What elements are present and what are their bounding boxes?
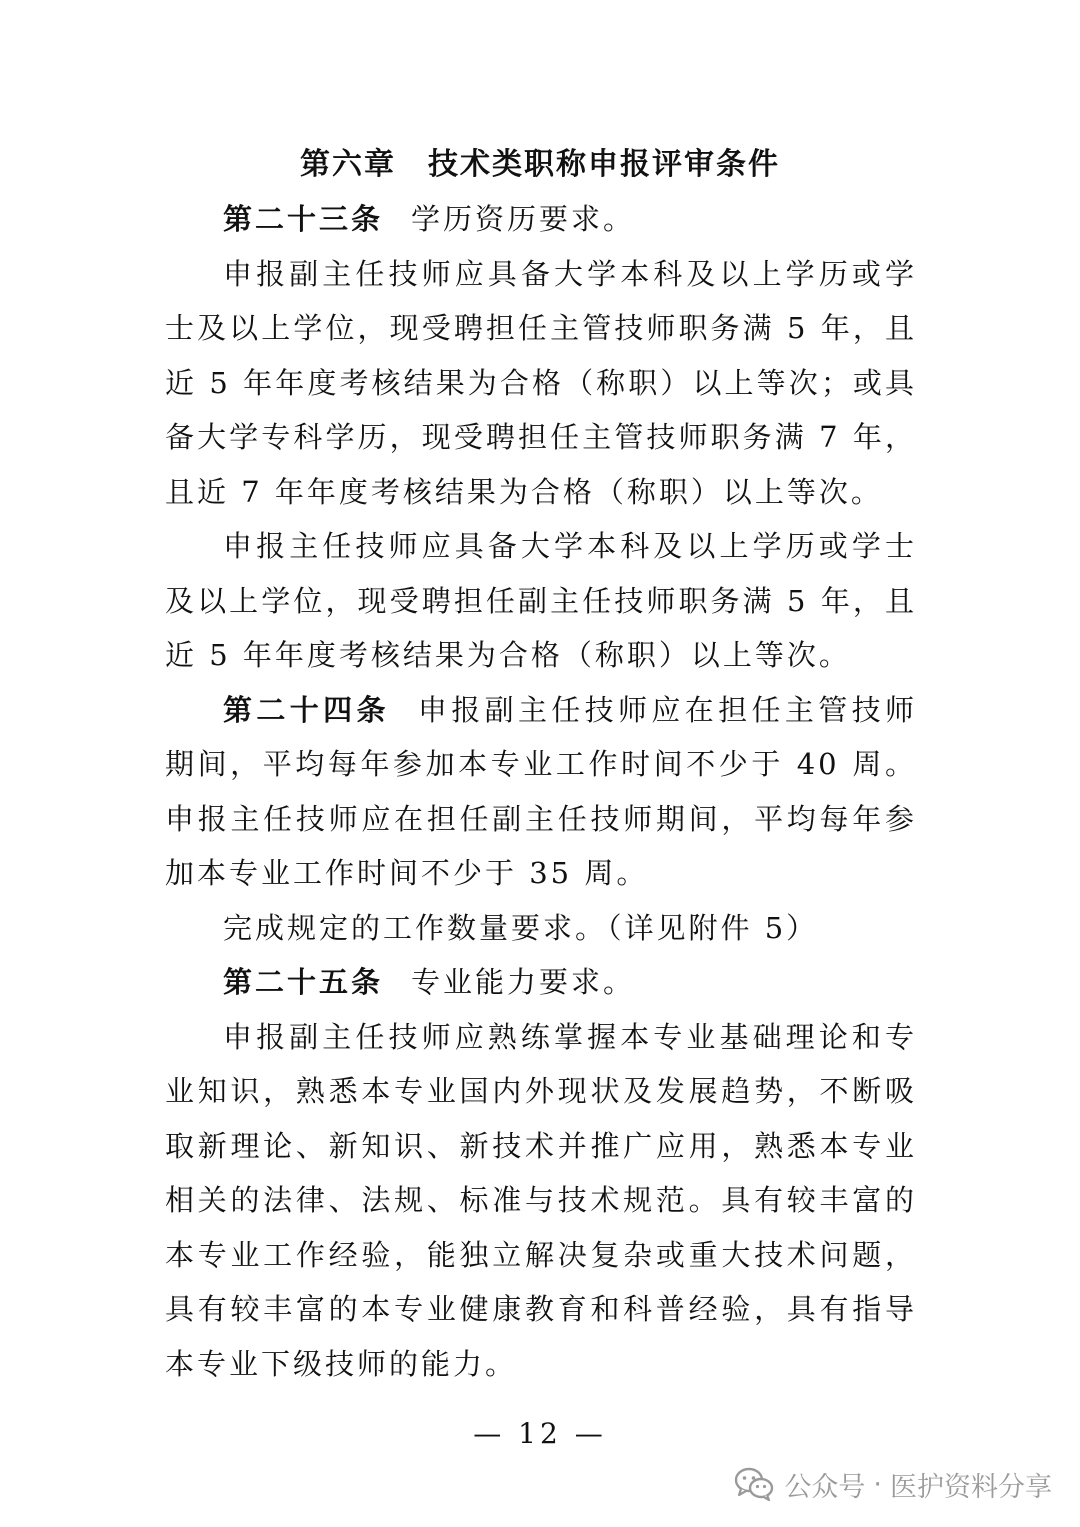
article-25-paragraph: 申报副主任技师应熟练掌握本专业基础理论和专业知识，熟悉本专业国内外现状及发展趋势，不断吸取新理论、新知识、新技术并推广应用，熟悉本专业相关的法律、法规、标准与技术规范。具有较丰富的本专业工作经验，能独立解决复杂或重大技术问题，具有较丰富的本专业健康教育和科普经验，具有指导本专业下级技师的能力。 xyxy=(165,1019,917,1381)
article-23-paragraph: 申报副主任技师应具备大学本科及以上学历或学士及以上学位，现受聘担任主管技师职务满 5 年，且近 5 年年度考核结果为合格（称职）以上等次；或具备大学专科学历，现受聘担任主管技师职务满 7 年，且近 7 年年度考核结果为合格（称职）以上等次。 xyxy=(165,256,917,509)
wechat-icon xyxy=(734,1467,774,1501)
article-23-intro xyxy=(165,192,917,247)
article-24-paragraph: 完成规定的工作数量要求。（详见附件 5） xyxy=(223,910,819,945)
article-25-topic: 专业能力要求。 xyxy=(411,965,636,999)
watermark-account: 医护资料分享 xyxy=(890,1471,1052,1503)
article-23-topic: 学历资历要求。 xyxy=(411,202,636,236)
article-24-intro xyxy=(165,683,917,901)
watermark-separator: · xyxy=(873,1468,882,1500)
article-24-text: 申报副主任技师应在担任主管技师期间，平均每年参加本专业工作时间不少于 40 周。申报主任技师应在担任副主任技师期间，平均每年参加本专业工作时间不少于 35 周。 xyxy=(165,692,917,890)
document-body xyxy=(165,192,917,1391)
article-24-heading: 第二十四条 xyxy=(223,692,390,727)
page-number: — 12 — xyxy=(473,1417,607,1450)
article-25-heading: 第二十五条 xyxy=(223,965,384,999)
watermark-label: 公众号 xyxy=(784,1471,866,1503)
chapter-title: 第六章 技术类职称申报评审条件 xyxy=(300,147,780,182)
article-25-intro xyxy=(165,955,917,1010)
article-23-heading: 第二十三条 xyxy=(223,202,384,236)
article-23-paragraph: 申报主任技师应具备大学本科及以上学历或学士及以上学位，现受聘担任副主任技师职务满 5 年，且近 5 年年度考核结果为合格（称职）以上等次。 xyxy=(165,529,917,672)
wechat-watermark xyxy=(734,1462,1052,1506)
